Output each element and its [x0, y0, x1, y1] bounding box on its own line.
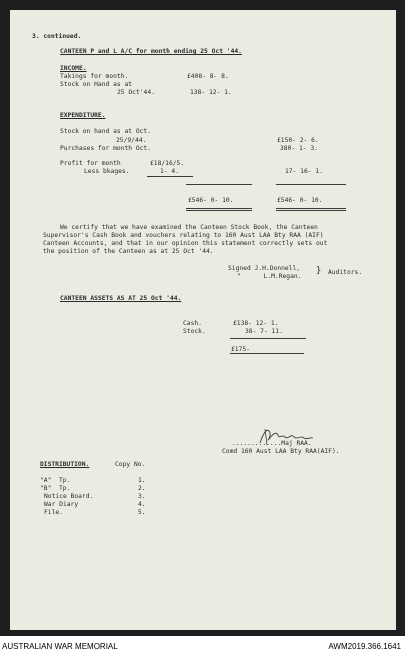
distribution-row-copy: 4. [138, 501, 146, 508]
distribution-row-copy: 3. [138, 493, 146, 500]
assets-heading: CANTEEN ASSETS AS AT 25 Oct '44. [60, 295, 182, 302]
certification-line: Supervisor's Cash Book and vouchers relating to 160 Aust LAA Bty RAA (AIF) [43, 232, 324, 239]
document-page [10, 10, 396, 630]
subtotal-rule [147, 176, 193, 177]
auditor-signed-1: Signed J.H.Donnell, [228, 265, 301, 272]
expenditure-row-label: Profit for month [60, 160, 121, 167]
double-rule-left [186, 208, 252, 209]
income-row-label: 25 Oct'44. [117, 89, 155, 96]
certification-line: Canteen Accounts, and that in our opinion this statement correctly sets out [43, 240, 328, 247]
certification-line: We certify that we have examined the Canteen Stock Book, the Canteen [60, 224, 318, 231]
footer-institution: AUSTRALIAN WAR MEMORIAL [2, 642, 118, 651]
expenditure-row-mid: 1- 4. [160, 168, 179, 175]
income-row-label: Takings for month. [60, 73, 129, 80]
total-rule-left [186, 184, 252, 185]
distribution-row-label: War Diary [44, 501, 79, 508]
footer-reference: AWM2019.366.1641 [328, 642, 401, 651]
assets-row-label: Stock. [183, 328, 206, 335]
certification-line: the position of the Canteen as at 25 Oct '44. [43, 248, 214, 255]
total-rule-right [276, 184, 346, 185]
commander-line-1: .............Maj RAA. [232, 440, 312, 447]
assets-row-amount: 38- 7- 11. [245, 328, 283, 335]
double-rule-right-2 [276, 210, 346, 211]
distribution-row-copy: 5. [138, 509, 146, 516]
expenditure-heading: EXPENDITURE. [60, 112, 106, 119]
expenditure-row-mid: £18/16/5. [150, 160, 185, 167]
distribution-row-label: "B" Tp. [40, 485, 71, 492]
auditor-brace: } [316, 266, 322, 276]
commander-line-2: Comd 160 Aust LAA Bty RAA(AIF). [222, 448, 340, 455]
double-rule-left-2 [186, 210, 252, 211]
auditor-role: Auditors. [328, 269, 363, 276]
double-rule-right [276, 208, 346, 209]
account-title: CANTEEN P and L A/C for month ending 25 Oct '44. [60, 48, 242, 55]
assets-total: £175- [231, 346, 250, 353]
total-left: £546- 0- 10. [188, 197, 234, 204]
expenditure-row-label: Less bkages. [84, 168, 130, 175]
income-heading: INCOME. [60, 65, 87, 72]
assets-rule [230, 338, 306, 339]
distribution-row-copy: 1. [138, 477, 146, 484]
expenditure-row-amount: 380- 1- 3. [280, 145, 318, 152]
assets-row-amount: £138- 12- 1. [233, 320, 279, 327]
expenditure-row-label: Stock on hand as at Oct. [60, 128, 151, 135]
distribution-row-label: Notice Board. [44, 493, 94, 500]
expenditure-row-label: Purchases for month Oct. [60, 145, 151, 152]
distribution-row-label: File. [44, 509, 63, 516]
assets-row-label: Cash. [183, 320, 202, 327]
distribution-row-copy: 2. [138, 485, 146, 492]
income-row-amount: 138- 12- 1. [190, 89, 232, 96]
income-row-amount: £408- 8- 8. [187, 73, 229, 80]
auditor-signed-2: " L.M.Regan. [237, 273, 302, 280]
income-row-label: Stock on Hand as at [60, 81, 133, 88]
copy-heading: Copy No. [115, 461, 146, 468]
total-right: £546- 0- 10. [277, 197, 323, 204]
distribution-heading: DISTRIBUTION. [40, 461, 90, 468]
expenditure-row-amount: 17- 16- 1. [285, 168, 323, 175]
distribution-row-label: "A" Tp. [40, 477, 71, 484]
assets-total-rule [230, 353, 304, 354]
expenditure-row-amount: £150- 2- 6. [277, 137, 319, 144]
expenditure-row-label: 25/9/44. [116, 137, 147, 144]
continued-label: 3. continued. [32, 33, 82, 40]
